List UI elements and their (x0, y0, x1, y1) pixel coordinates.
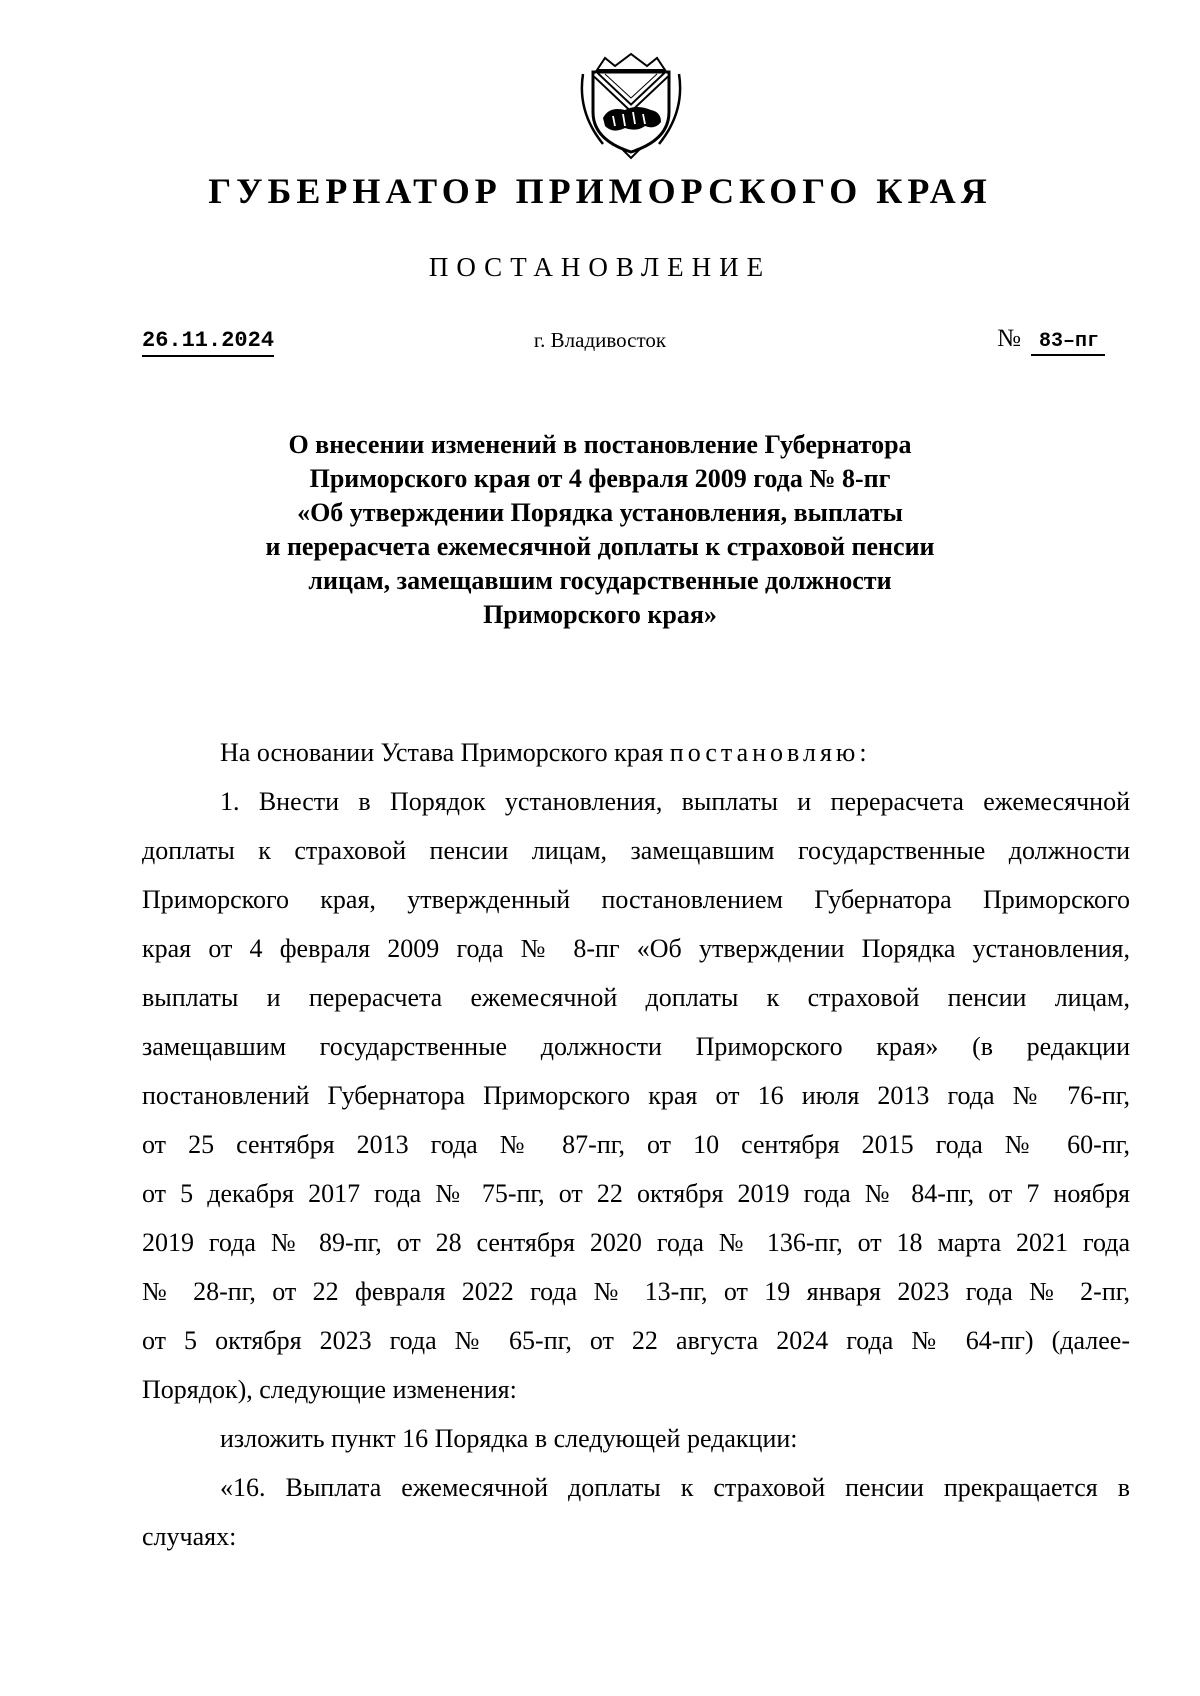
paragraph-line: постановлений Губернатора Приморского края от 16 июля 2013 года № 76-пг, (142, 1081, 1130, 1110)
paragraph-line: замещавшим государственные должности Приморского края» (в редакции (142, 1032, 1130, 1061)
paragraph-line: от 5 октября 2023 года № 65-пг, от 22 августа 2024 года № 64-пг) (далее- (142, 1326, 1130, 1355)
primorsky-krai-coat-of-arms-icon (575, 52, 687, 160)
title-line: Приморского края» (483, 600, 717, 629)
paragraph-line: выплаты и перерасчета ежемесячной доплаты к страховой пенсии лицам, (142, 983, 1130, 1012)
instruction-paragraph: изложить пункт 16 Порядка в следующей редакции: (220, 1424, 798, 1453)
paragraph-line: Приморского края, утвержденный постановлением Губернатора Приморского (142, 885, 1130, 914)
number-value: 83–пг (1031, 330, 1105, 356)
preamble-text: На основании Устава Приморского края (220, 738, 664, 767)
issuer-heading: ГУБЕРНАТОР ПРИМОРСКОГО КРАЯ (208, 171, 992, 211)
paragraph-line: 1. Внести в Порядок установления, выплаты и перерасчета ежемесячной (220, 787, 1130, 816)
paragraph-line: № 28-пг, от 22 февраля 2022 года № 13-пг, от 19 января 2023 года № 2-пг, (142, 1277, 1130, 1306)
paragraph-line: Порядок), следующие изменения: (142, 1375, 517, 1404)
title-line: «Об утверждении Порядка установления, выплаты (297, 498, 903, 527)
paragraph-line: от 5 декабря 2017 года № 75-пг, от 22 октября 2019 года № 84-пг, от 7 ноября (142, 1179, 1130, 1208)
preamble-action: постановляю: (669, 738, 871, 767)
paragraph-line: от 25 сентября 2013 года № 87-пг, от 10 сентября 2015 года № 60-пг, (142, 1130, 1130, 1159)
paragraph-line: «16. Выплата ежемесячной доплаты к страховой пенсии прекращается в (220, 1473, 1130, 1502)
document-date: 26.11.2024 (142, 328, 274, 357)
preamble-paragraph (142, 728, 1130, 777)
document-body (142, 728, 1130, 1561)
number-label: № (997, 325, 1021, 352)
document-city: г. Владивосток (533, 328, 667, 352)
title-line: О внесении изменений в постановление Губернатора (288, 430, 912, 459)
title-line: Приморского края от 4 февраля 2009 года № 8-пг (309, 464, 891, 493)
paragraph-line: края от 4 февраля 2009 года № 8-пг «Об утверждении Порядка установления, (142, 934, 1130, 963)
title-line: и перерасчета ежемесячной доплаты к страховой пенсии (265, 532, 935, 561)
paragraph-line: доплаты к страховой пенсии лицам, замещавшим государственные должности (142, 836, 1130, 865)
document-type: ПОСТАНОВЛЕНИЕ (428, 252, 772, 282)
document-number (997, 325, 1105, 356)
item-1-paragraph (142, 777, 1130, 1414)
title-line: лицам, замещавшим государственные должности (308, 566, 892, 595)
quote-paragraph (142, 1463, 1130, 1561)
paragraph-line: 2019 года № 89-пг, от 28 сентября 2020 года № 136-пг, от 18 марта 2021 года (142, 1228, 1130, 1257)
document-title (0, 428, 1200, 632)
paragraph-line: случаях: (142, 1522, 237, 1551)
